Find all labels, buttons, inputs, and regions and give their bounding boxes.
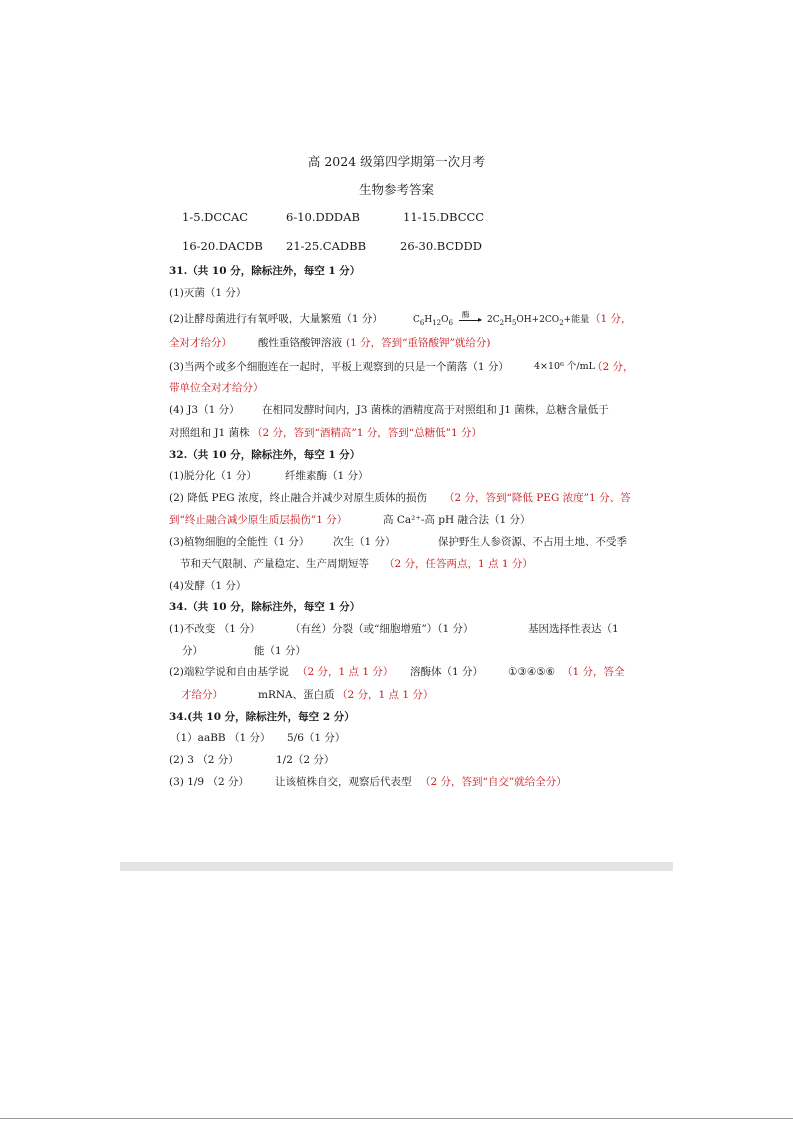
q31-header: 31.（共 10 分，除标注外，每空 1 分） [169,265,361,277]
reaction-arrow-icon: 酶 ▸ [459,318,481,321]
q32-part4: (4)发酵（1 分） [169,580,247,592]
q31-part2-note: （1 分， [590,313,632,325]
q32-part2: (2) 降低 PEG 浓度，终止融合并减少对原生质体的损伤 [169,492,428,504]
q34b-part3-answer-b: 让该植株自交，观察后代表型 [275,776,412,788]
mc-answer: 11-15.DBCCC [403,210,485,224]
q34a-part2-answer-d: mRNA、蛋白质 [258,689,335,701]
q34a-part1: (1)不改变 （1 分） [169,623,261,635]
q34b-part1: （1）aaBB （1 分） [170,732,271,744]
mc-answer: 16-20.DACDB [182,239,263,253]
q31-part1: (1)灭菌（1 分） [169,287,247,299]
q34a-part2-answer-c-note: 才给分） [181,689,223,701]
q34a-part2-note: （2 分，1 点 1 分） [297,666,394,678]
q31-part2-answer-b-note: (1 分，答到“重铬酸钾”就给分) [346,337,491,349]
q32-part3-note: （2 分，任答两点，1 点 1 分） [384,558,533,570]
q32-part1: (1)脱分化（1 分） [169,470,257,482]
q34a-part1-answer-c: 分） [182,645,203,657]
q34b-part2: (2) 3 （2 分） [169,754,239,766]
q31-part4-note: （2 分，答到“酒精高”1 分，答到“总糖低”1 分） [252,427,483,439]
q34a-part2-answer-c: ①③④⑤⑥ [508,666,556,678]
q32-part1-answer-b: 纤维素酶（1 分） [285,470,369,482]
q34b-part2-answer-b: 1/2（2 分） [276,754,335,766]
q31-part2: (2)让酵母菌进行有氧呼吸，大量繁殖（1 分） [169,313,383,325]
q31-part4: (4) J3（1 分） [169,404,240,416]
mc-answer: 6-10.DDDAB [286,210,360,224]
q34b-part1-answer-b: 5/6（1 分） [287,732,346,744]
q31-part3-note: （2 分， [592,361,634,373]
q34a-part2: (2)端粒学说和自由基学说 [169,666,289,678]
q31-part4-reason: 在相同发酵时间内，J3 菌株的酒精度高于对照组和 J1 菌株，总糖含量低于 [262,404,609,416]
q31-part3: (3)当两个或多个细胞连在一起时，平板上观察到的只是一个菌落（1 分） [169,361,509,373]
q34b-part3-note: （2 分，答到“自交”就给全分） [420,776,567,788]
q34a-part1-answer-d: 能（1 分） [254,645,307,657]
q32-part3: (3)植物细胞的全能性（1 分） [169,536,310,548]
q32-part2-note: （2 分，答到“降低 PEG 浓度”1 分、答 [444,492,631,504]
q34a-part2-answer-d-note: （2 分，1 点 1 分） [337,689,434,701]
q34a-header: 34.（共 10 分，除标注外，每空 1 分） [169,601,361,613]
q32-header: 32.（共 10 分，除标注外，每空 1 分） [169,449,361,461]
q32-part2-answer-b: 高 Ca²⁺-高 pH 融合法（1 分） [383,514,531,526]
mc-answer: 1-5.DCCAC [182,210,249,224]
q34a-part2-answer-b: 溶酶体（1 分） [410,666,484,678]
q31-part2-answer-b: 酸性重铬酸钾溶液 [258,337,342,349]
q32-part3-answer-c: 保护野生人参资源、不占用土地、不受季 [438,536,627,548]
page-title: 高 2024 级第四学期第一次月考 [307,154,486,169]
page-divider [120,862,673,871]
q31-part3-note: 带单位全对才给分） [169,382,264,394]
q31-part4-reason: 对照组和 J1 菌株 [169,427,250,439]
q32-part3-answer-b: 次生（1 分） [333,536,396,548]
q32-part3-answer-c: 节和天气限制、产量稳定、生产周期短等 [180,558,369,570]
q34b-header: 34.(共 10 分，除标注外，每空 2 分） [169,711,355,723]
mc-answer: 26-30.BCDDD [400,239,482,253]
mc-answer: 21-25.CADBB [286,239,367,253]
q31-part3-value: 4×10⁶ 个/mL [534,361,595,372]
page-subtitle: 生物参考答案 [358,182,434,197]
q34a-part2-answer-c-note: （1 分，答全 [562,666,625,678]
q34a-part1-answer-c: 基因选择性表达（1 [528,623,619,635]
q31-equation: $C_6H_{12}O_6$ 酶 ▸ $2C_2H_5OH+2CO_2+$能量 [413,309,590,327]
q34a-part1-answer-b: （有丝）分裂（或“细胞增殖”）（1 分） [290,623,474,635]
q34b-part3: (3) 1/9 （2 分） [169,776,249,788]
bottom-edge-line [0,1118,793,1119]
q32-part2-note: 到“终止融合减少原生质层损伤”1 分） [169,514,348,526]
q31-part2-note: 全对才给分） [169,337,232,349]
